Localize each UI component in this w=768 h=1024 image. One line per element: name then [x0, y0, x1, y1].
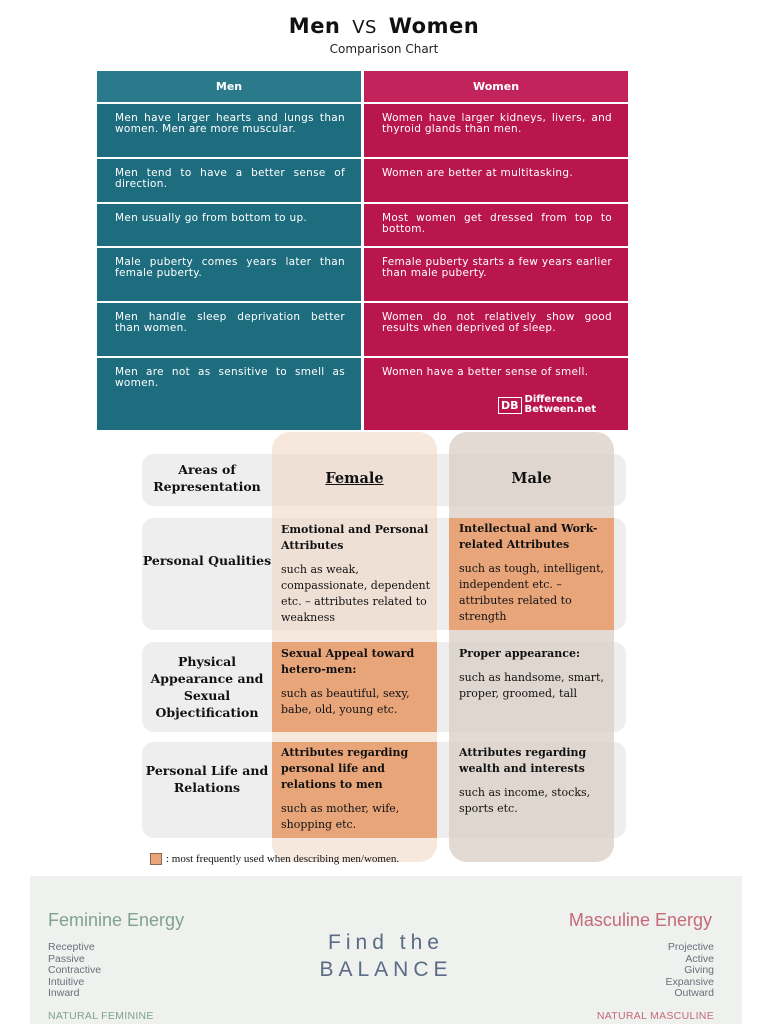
male-cell-title: Intellectual and Work-related Attributes — [459, 522, 598, 551]
female-cell — [281, 522, 436, 626]
feminine-trait: Receptive — [48, 941, 95, 953]
male-cell-desc: such as tough, intelligent, independent etc. – attributes related to strength — [459, 562, 605, 623]
legend — [150, 853, 399, 865]
legend-swatch — [150, 853, 162, 865]
women-cell: Women have a better sense of smell. — [364, 358, 628, 430]
feminine-trait: Contractive — [48, 964, 102, 976]
male-cell-title: Attributes regarding wealth and interests — [459, 746, 587, 775]
female-cell-title: Attributes regarding personal life and relations to men — [281, 746, 409, 791]
title-vs: VS — [352, 17, 377, 38]
men-cell: Men have larger hearts and lungs than women. Men are more muscular. — [97, 104, 361, 157]
men-cell: Men are not as sensitive to smell as women. — [97, 358, 361, 430]
women-cell: Women are better at multitasking. — [364, 159, 628, 202]
feminine-trait: Passive — [48, 952, 85, 965]
difference-between-logo — [498, 395, 596, 415]
female-cell-title: Emotional and Personal Attributes — [281, 523, 429, 552]
masculine-trait: Projective — [667, 941, 714, 953]
female-header: Female — [325, 470, 384, 487]
db-logo-line2: Between.net — [524, 404, 597, 415]
db-logo-line1: Difference — [524, 394, 583, 405]
comparison-table — [97, 71, 626, 430]
masculine-trait: Active — [685, 952, 714, 965]
db-logo-mark: DB — [498, 397, 522, 414]
men-cell: Male puberty comes years later than female puberty. — [97, 248, 361, 301]
areas-header: Areas of Representation — [153, 462, 261, 494]
women-cell: Women have larger kidneys, livers, and thyroid glands than men. — [364, 104, 628, 157]
female-cell-desc: such as weak, compassionate, dependent etc. – attributes related to weakness — [281, 563, 431, 624]
center-heading-line1: Find the — [328, 931, 444, 954]
masculine-energy-title: Masculine Energy — [568, 910, 712, 930]
feminine-trait: Intuitive — [48, 975, 85, 988]
women-cell: Most women get dressed from top to bottom. — [364, 204, 628, 246]
title-men: Men — [288, 14, 341, 38]
female-cell — [281, 646, 436, 718]
db-logo-text — [525, 395, 597, 415]
row-label: Personal Life and Relations — [145, 763, 269, 795]
men-cell: Men handle sleep deprivation better than women. — [97, 303, 361, 356]
men-column-header: Men — [97, 71, 361, 102]
row-label: Personal Qualities — [142, 553, 272, 568]
female-cell-desc: such as beautiful, sexy, babe, old, young etc. — [281, 687, 410, 716]
male-header: Male — [511, 470, 552, 487]
men-cell: Men usually go from bottom to up. — [97, 204, 361, 246]
female-cell — [281, 745, 436, 833]
male-cell-title: Proper appearance: — [459, 647, 581, 660]
female-cell-desc: such as mother, wife, shopping etc. — [281, 802, 400, 831]
center-heading-line2: BALANCE — [319, 958, 453, 981]
energy-banner — [30, 876, 742, 1024]
masculine-trait: Outward — [674, 987, 714, 999]
male-cell — [459, 521, 614, 625]
feminine-footer: NATURAL FEMININE — [48, 1010, 154, 1022]
male-cell — [459, 745, 614, 817]
men-cell: Men tend to have a better sense of direction. — [97, 159, 361, 202]
title-women: Women — [388, 14, 480, 38]
women-column-header: Women — [364, 71, 628, 102]
legend-text: : most frequently used when describing men/women. — [166, 853, 400, 865]
feminine-energy-title: Feminine Energy — [48, 910, 185, 930]
masculine-traits-list — [666, 942, 714, 1000]
representation-table — [142, 432, 626, 864]
masculine-trait: Giving — [684, 964, 714, 976]
row-label: Physical Appearance and Sexual Objectification — [150, 654, 264, 720]
women-cell: Female puberty starts a few years earlier than male puberty. — [364, 248, 628, 301]
masculine-footer: NATURAL MASCULINE — [596, 1010, 714, 1022]
male-cell-desc: such as handsome, smart, proper, groomed, tall — [459, 671, 604, 700]
women-cell: Women do not relatively show good results when deprived of sleep. — [364, 303, 628, 356]
female-cell-title: Sexual Appeal toward hetero-men: — [281, 647, 415, 676]
chart-subtitle: Comparison Chart — [329, 42, 439, 56]
male-cell-desc: such as income, stocks, sports etc. — [459, 786, 591, 815]
feminine-trait: Inward — [48, 987, 80, 999]
masculine-trait: Expansive — [665, 975, 714, 988]
male-cell — [459, 646, 614, 702]
chart-title — [0, 14, 768, 38]
